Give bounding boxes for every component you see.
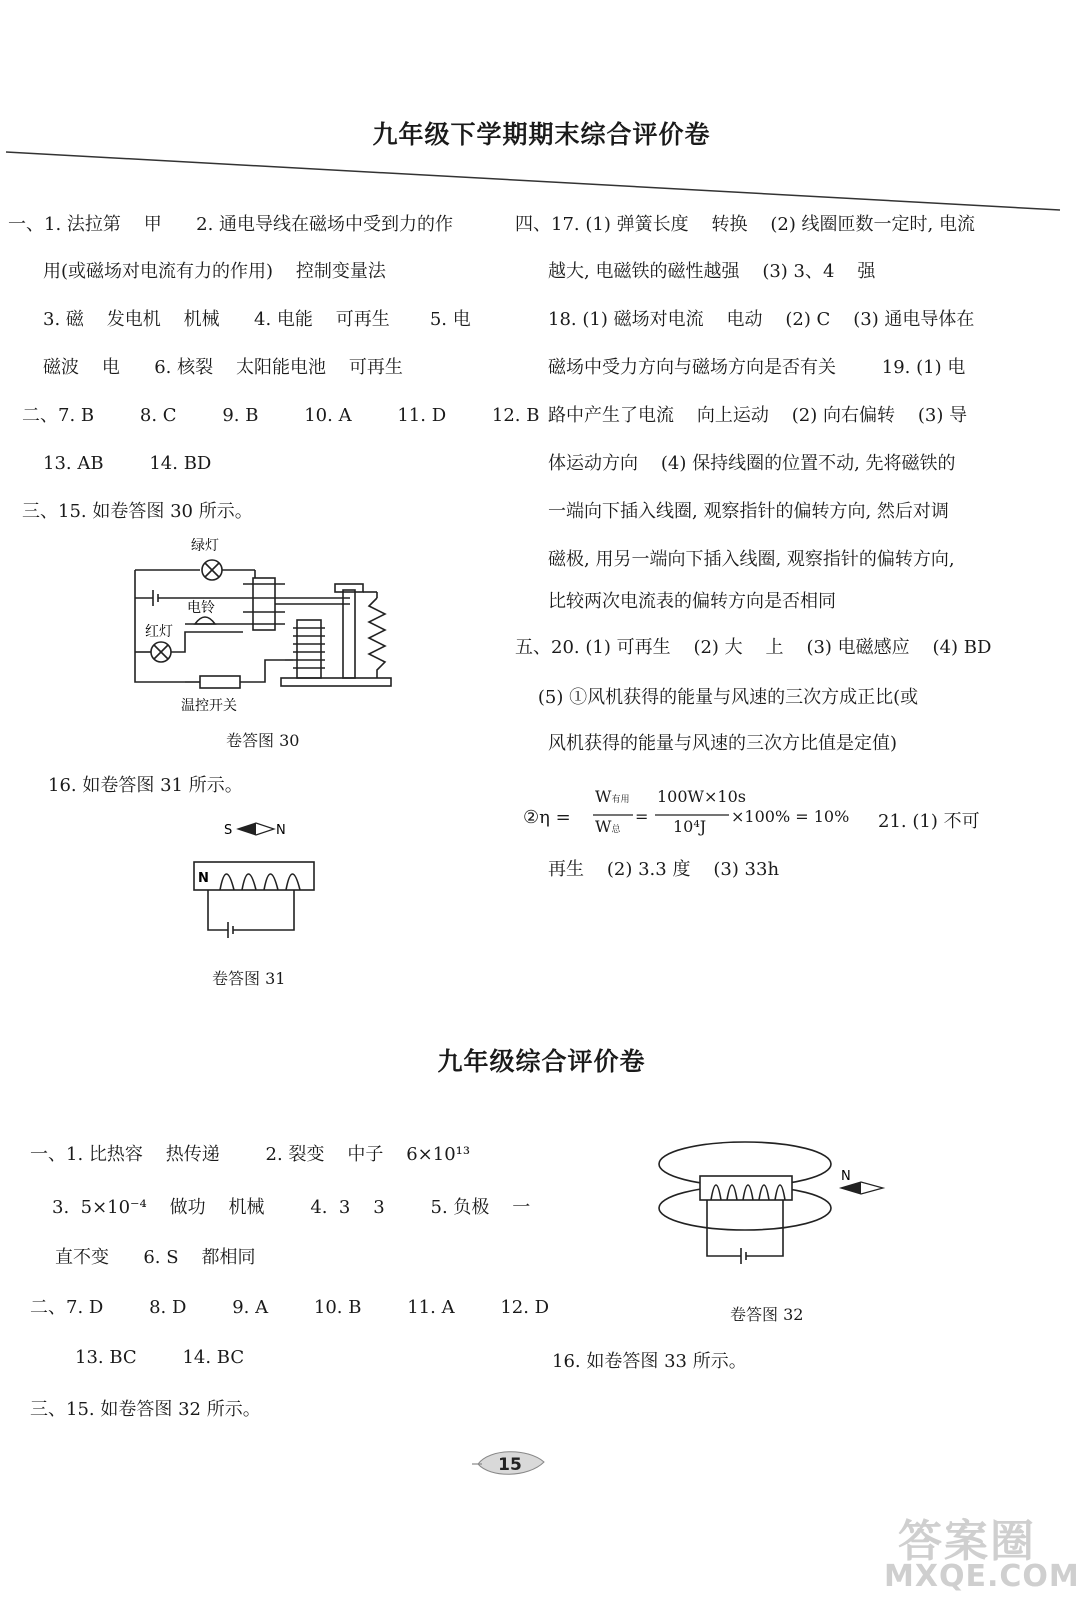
label-red-lamp: 红灯 (145, 624, 173, 640)
answer-line: 五、20. (1) 可再生 (2) 大 上 (3) 电磁感应 (4) BD (515, 637, 992, 658)
figure-30-caption: 卷答图 30 (226, 731, 300, 750)
compass-n-label: N (276, 823, 286, 838)
answer-line: 3. 磁 发电机 机械 4. 电能 可再生 5. 电 (43, 309, 471, 330)
answer-line: 路中产生了电流 向上运动 (2) 向右偏转 (3) 导 (548, 405, 968, 426)
answer-line: 16. 如卷答图 31 所示。 (48, 775, 243, 796)
answer-line: 一端向下插入线圈, 观察指针的偏转方向, 然后对调 (548, 501, 949, 522)
answer-line: 直不变 6. S 都相同 (55, 1247, 256, 1268)
header-rule (0, 140, 1083, 220)
answer-line: 二、7. D 8. D 9. A 10. B 11. A 12. D (30, 1297, 550, 1318)
label-green-lamp: 绿灯 (191, 538, 219, 554)
answer-line: 越大, 电磁铁的磁性越强 (3) 3、4 强 (548, 261, 876, 282)
answer-line: 一、1. 比热容 热传递 2. 裂变 中子 6×10¹³ (30, 1144, 471, 1165)
page-number: 15 (498, 1455, 522, 1475)
compass-s-label: S (224, 823, 233, 838)
answer-line: 一、1. 法拉第 甲 2. 通电导线在磁场中受到力的作 (8, 214, 454, 235)
watermark-logo: 答案圈 MXQE.COM (884, 1516, 1080, 1594)
figure-31-solenoid (190, 818, 320, 948)
answer-line: 用(或磁场对电流有力的作用) 控制变量法 (43, 261, 386, 282)
section-title-final-exam: 九年级下学期期末综合评价卷 (372, 120, 711, 149)
answer-line: 比较两次电流表的偏转方向是否相同 (548, 591, 836, 612)
label-temperature-switch: 温控开关 (181, 698, 237, 714)
answer-line: 二、7. B 8. C 9. B 10. A 11. D 12. B (22, 405, 540, 426)
answer-line: 磁场中受力方向与磁场方向是否有关 19. (1) 电 (548, 357, 966, 378)
answer-line: 16. 如卷答图 33 所示。 (552, 1351, 747, 1372)
answer-line: 3. 5×10⁻⁴ 做功 机械 4. 3 3 5. 负极 一 (52, 1197, 531, 1218)
answer-line: 18. (1) 磁场对电流 电动 (2) C (3) 通电导体在 (548, 309, 975, 330)
answer-line: 再生 (2) 3.3 度 (3) 33h (548, 859, 780, 880)
figure-32-caption: 卷答图 32 (730, 1305, 804, 1324)
answer-line: 三、15. 如卷答图 32 所示。 (30, 1399, 261, 1420)
figure-32-solenoid-field (655, 1138, 890, 1278)
figure-30-relay-circuit (125, 532, 405, 717)
answer-line: 三、15. 如卷答图 30 所示。 (22, 501, 253, 522)
label-bell: 电铃 (187, 600, 215, 616)
answer-line: 磁波 电 6. 核裂 太阳能电池 可再生 (43, 357, 403, 378)
compass-n-label: N (841, 1169, 851, 1184)
answer-line: 四、17. (1) 弹簧长度 转换 (2) 线圈匝数一定时, 电流 (515, 214, 976, 235)
section-title-comprehensive: 九年级综合评价卷 (437, 1047, 646, 1076)
answer-line: 风机获得的能量与风速的三次方比值是定值) (548, 733, 898, 754)
page-number-badge (470, 1448, 550, 1478)
leaf-icon (470, 1448, 550, 1478)
answer-line: 13. BC 14. BC (75, 1347, 245, 1368)
answer-line: 磁极, 用另一端向下插入线圈, 观察指针的偏转方向, (548, 549, 955, 570)
answer-line: 体运动方向 (4) 保持线圈的位置不动, 先将磁铁的 (548, 453, 956, 474)
figure-31-caption: 卷答图 31 (212, 969, 286, 988)
efficiency-formula: ②η = W有用 W总 = 100W×10s 10⁴J ×100% = 10% 21. (1) 不可 (523, 787, 980, 836)
answer-line: (5) ①风机获得的能量与风速的三次方成正比(或 (515, 687, 919, 708)
answer-line: 13. AB 14. BD (43, 453, 212, 474)
pole-n-label: N (198, 871, 209, 886)
